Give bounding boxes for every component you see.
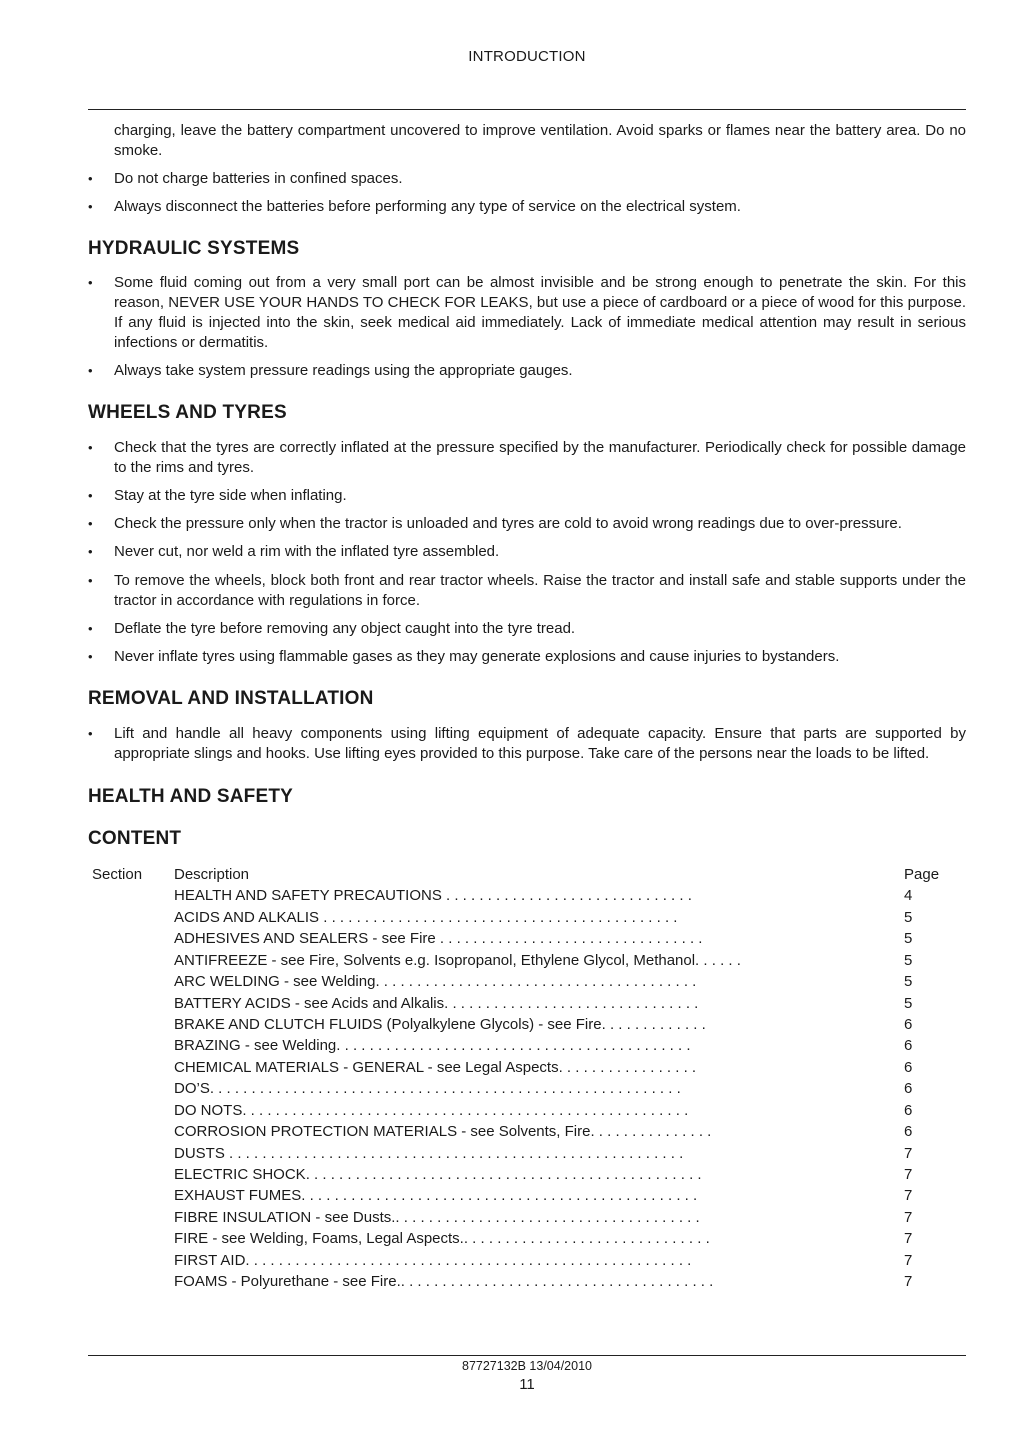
- toc-page-number: 7: [904, 1273, 913, 1291]
- list-item: • Deflate the tyre before removing any object caught into the tyre tread.: [88, 619, 966, 639]
- toc-section-cell: [88, 1271, 174, 1292]
- list-item: • Stay at the tyre side when inflating.: [88, 486, 966, 506]
- column-header-section: Section: [92, 865, 143, 883]
- list-item: • Never cut, nor weld a rim with the inflated tyre assembled.: [88, 542, 966, 562]
- toc-section-cell: [88, 1057, 174, 1078]
- table-row: [88, 885, 966, 906]
- table-row: [88, 1250, 966, 1271]
- table-row: [88, 1185, 966, 1206]
- toc-description: FIBRE INSULATION - see Dusts.. . . . . . . . . . . . . . . . . . . . . . . . . . . . . . . . . . . . .: [174, 1208, 700, 1226]
- toc-section-cell: [88, 1185, 174, 1206]
- toc-description: DO NOTS. . . . . . . . . . . . . . . . . . . . . . . . . . . . . . . . . . . . . . . . . . . . . . . . . . . . . .: [174, 1101, 689, 1119]
- toc-section-cell: [88, 1078, 174, 1099]
- list-item: • Do not charge batteries in confined spaces.: [88, 169, 966, 189]
- intro-continuation: charging, leave the battery compartment uncovered to improve ventilation. Avoid sparks or flames near the battery area. Do no smoke.: [114, 122, 966, 159]
- toc-section-cell: [88, 1035, 174, 1056]
- toc-page-number: 7: [904, 1187, 913, 1205]
- table-row: [88, 1228, 966, 1249]
- toc-section-cell: [88, 1121, 174, 1142]
- toc-description: HEALTH AND SAFETY PRECAUTIONS . . . . . . . . . . . . . . . . . . . . . . . . . . . . . .: [174, 887, 692, 905]
- toc-description: DUSTS . . . . . . . . . . . . . . . . . . . . . . . . . . . . . . . . . . . . . . . . . . . . . . . . . . . . . . .: [174, 1144, 684, 1162]
- toc-section-cell: [88, 950, 174, 971]
- toc-description: EXHAUST FUMES. . . . . . . . . . . . . . . . . . . . . . . . . . . . . . . . . . . . . . . . . . . . . . . .: [174, 1187, 698, 1205]
- toc-description: CORROSION PROTECTION MATERIALS - see Solvents, Fire. . . . . . . . . . . . . . .: [174, 1123, 712, 1141]
- toc-section-cell: [88, 885, 174, 906]
- toc-description: FIRST AID. . . . . . . . . . . . . . . . . . . . . . . . . . . . . . . . . . . . . . . . . . . . . . . . . . . . . .: [174, 1251, 692, 1269]
- table-row: [88, 1207, 966, 1228]
- table-row: [88, 928, 966, 949]
- toc-description: ADHESIVES AND SEALERS - see Fire . . . . . . . . . . . . . . . . . . . . . . . . . . . . . . . .: [174, 930, 703, 948]
- toc-page-number: 4: [904, 887, 913, 905]
- header-rule: [88, 109, 966, 110]
- page-body: [88, 121, 966, 1293]
- toc-description: BRAKE AND CLUTCH FLUIDS (Polyalkylene Glycols) - see Fire. . . . . . . . . . . . .: [174, 1015, 706, 1033]
- toc-page-number: 5: [904, 930, 913, 948]
- list-item: • Lift and handle all heavy components using lifting equipment of adequate capacity. Ensure that parts are supported by appropriate slings and hooks. Use lifting eyes provided to this purpose. Take care of the persons near the loads to be lifted.: [88, 724, 966, 764]
- contents-table: [88, 864, 966, 1293]
- table-row: [88, 950, 966, 971]
- toc-section-cell: [88, 907, 174, 928]
- column-header-page: Page: [904, 865, 940, 883]
- table-row: [88, 971, 966, 992]
- intro-bullet-list: [88, 169, 966, 217]
- contents-header-row: [88, 864, 966, 885]
- toc-page-number: 7: [904, 1251, 913, 1269]
- list-item: • Never inflate tyres using flammable gases as they may generate explosions and cause injuries to bystanders.: [88, 647, 966, 667]
- toc-description: ELECTRIC SHOCK. . . . . . . . . . . . . . . . . . . . . . . . . . . . . . . . . . . . . . . . . . . . . . . .: [174, 1166, 702, 1184]
- list-item: • Some fluid coming out from a very small port can be almost invisible and be strong enough to penetrate the skin. For this reason, NEVER USE YOUR HANDS TO CHECK FOR LEAKS, but use a piece of cardboard or a piece of wood for this purpose. If any fluid is injected into the skin, seek medical aid immediately. Lack of immediate medical attention may result in serious infections or dermatitis.: [88, 273, 966, 352]
- toc-page-number: 7: [904, 1166, 913, 1184]
- toc-description: ACIDS AND ALKALIS . . . . . . . . . . . . . . . . . . . . . . . . . . . . . . . . . . . . . . . . . . .: [174, 908, 678, 926]
- list-item: • Always take system pressure readings using the appropriate gauges.: [88, 361, 966, 381]
- toc-page-number: 6: [904, 1080, 913, 1098]
- list-item: • Check the pressure only when the tractor is unloaded and tyres are cold to avoid wrong readings due to over-pressure.: [88, 514, 966, 534]
- toc-page-number: 7: [904, 1144, 913, 1162]
- table-row: [88, 907, 966, 928]
- page-header: INTRODUCTION: [468, 48, 586, 65]
- document-code: 87727132B 13/04/2010: [462, 1359, 592, 1373]
- section-heading-removal: REMOVAL AND INSTALLATION: [88, 687, 374, 709]
- list-item: • Always disconnect the batteries before performing any type of service on the electrical system.: [88, 197, 966, 217]
- table-row: [88, 1100, 966, 1121]
- toc-page-number: 5: [904, 973, 913, 991]
- table-row: [88, 993, 966, 1014]
- list-item: • Check that the tyres are correctly inflated at the pressure specified by the manufacturer. Periodically check for possible damage to the rims and tyres.: [88, 438, 966, 478]
- table-row: [88, 1014, 966, 1035]
- toc-page-number: 7: [904, 1208, 913, 1226]
- toc-page-number: 6: [904, 1037, 913, 1055]
- table-row: [88, 1143, 966, 1164]
- section-heading-health: HEALTH AND SAFETY: [88, 786, 294, 808]
- toc-section-cell: [88, 1100, 174, 1121]
- removal-bullet-list: [88, 724, 966, 764]
- toc-section-cell: [88, 1207, 174, 1228]
- toc-section-cell: [88, 1228, 174, 1249]
- footer-rule: [88, 1355, 966, 1356]
- table-row: [88, 1078, 966, 1099]
- toc-section-cell: [88, 971, 174, 992]
- table-row: [88, 1121, 966, 1142]
- toc-page-number: 6: [904, 1015, 913, 1033]
- toc-description: DO’S. . . . . . . . . . . . . . . . . . . . . . . . . . . . . . . . . . . . . . . . . . . . . . . . . . . . . . . . .: [174, 1080, 681, 1098]
- list-item: • To remove the wheels, block both front and rear tractor wheels. Raise the tractor and install safe and stable supports under the tractor in accordance with regulations in force.: [88, 571, 966, 611]
- table-row: [88, 1057, 966, 1078]
- section-heading-content: CONTENT: [88, 828, 182, 850]
- column-header-description: Description: [174, 865, 250, 883]
- toc-description: CHEMICAL MATERIALS - GENERAL - see Legal Aspects. . . . . . . . . . . . . . . . .: [174, 1058, 697, 1076]
- section-heading-hydraulic: HYDRAULIC SYSTEMS: [88, 237, 300, 259]
- toc-page-number: 5: [904, 908, 913, 926]
- wheels-bullet-list: [88, 438, 966, 667]
- toc-description: ARC WELDING - see Welding. . . . . . . . . . . . . . . . . . . . . . . . . . . . . . . . . . . . . . .: [174, 973, 697, 991]
- toc-page-number: 5: [904, 951, 913, 969]
- section-heading-wheels: WHEELS AND TYRES: [88, 401, 287, 423]
- table-row: [88, 1164, 966, 1185]
- hydraulic-bullet-list: [88, 273, 966, 380]
- toc-description: FOAMS - Polyurethane - see Fire.. . . . . . . . . . . . . . . . . . . . . . . . . . . . . . . . . . . . . .: [174, 1273, 714, 1291]
- toc-description: FIRE - see Welding, Foams, Legal Aspects.. . . . . . . . . . . . . . . . . . . . . . . . . . . . . .: [174, 1230, 710, 1248]
- toc-section-cell: [88, 993, 174, 1014]
- toc-description: BRAZING - see Welding. . . . . . . . . . . . . . . . . . . . . . . . . . . . . . . . . . . . . . . . . . .: [174, 1037, 691, 1055]
- toc-page-number: 7: [904, 1230, 913, 1248]
- toc-section-cell: [88, 928, 174, 949]
- toc-page-number: 6: [904, 1123, 913, 1141]
- toc-section-cell: [88, 1250, 174, 1271]
- toc-description: ANTIFREEZE - see Fire, Solvents e.g. Isopropanol, Ethylene Glycol, Methanol. . . . . .: [174, 951, 741, 969]
- toc-section-cell: [88, 1014, 174, 1035]
- contents-rows: [88, 885, 966, 1292]
- toc-section-cell: [88, 1143, 174, 1164]
- toc-page-number: 6: [904, 1101, 913, 1119]
- table-row: [88, 1271, 966, 1292]
- toc-section-cell: [88, 1164, 174, 1185]
- toc-page-number: 6: [904, 1058, 913, 1076]
- toc-description: BATTERY ACIDS - see Acids and Alkalis. . . . . . . . . . . . . . . . . . . . . . . . . . . . . . .: [174, 994, 699, 1012]
- page-number: 11: [519, 1376, 535, 1393]
- toc-page-number: 5: [904, 994, 913, 1012]
- table-row: [88, 1035, 966, 1056]
